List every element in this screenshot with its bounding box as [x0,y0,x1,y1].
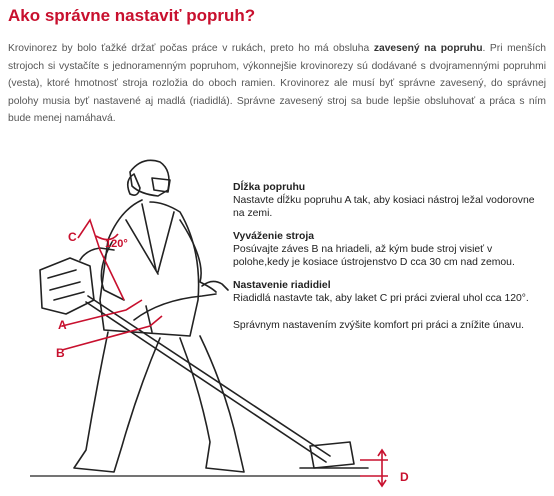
section-text: Nastavte dĺžku popruhu A tak, aby kosiaci nástroj ležal vodorovne na zemi. [233,195,535,219]
section-heading: Dĺžka popruhu [233,182,306,193]
section-balance [233,230,548,269]
page-title: Ako správne nastaviť popruh? [8,6,256,25]
section-heading: Nastavenie riadidiel [233,280,331,291]
ear-muff [128,174,140,195]
harness-strap [126,204,174,274]
arm-back [80,242,124,300]
label-angle: 120° [105,238,128,250]
legs [74,332,160,472]
intro-bold: zavesený na popruhu [373,43,483,54]
label-c: C [68,230,77,244]
label-d: D [400,470,409,484]
intro-text-2: . Pri menších strojoch si vystačíte s jednoramenným popruhom, výkonnejšie krovinorezy sú dodávané s dvojramennými popruhmi (vesta), ktoré hmotnosť stroja rozložia do oboch ramien. Krovinorez ale musí byť správne zavesený, do správnej polohy musia byť nastavené aj madlá (riadidlá). Správne zavesený stroj sa bude lepšie obsluhovať a práca s ním bude menej namáhavá. [8,43,546,124]
section-text: Riadidlá nastavte tak, aby laket C pri práci zvieral uhol cca 120°. [233,293,529,304]
section-heading: Vyváženie stroja [233,231,315,242]
section-handlebar [233,279,548,305]
torso [100,200,199,336]
section-strap-length [233,181,548,220]
intro-paragraph [8,40,546,128]
closing-note: Správnym nastavením zvýšite komfort pri práci a znížite únavu. [233,320,525,331]
label-b: B [56,346,65,360]
section-text: Posúvajte záves B na hriadeli, až kým bude stroj visieť v polohe,kedy je kosiace ústrojenstvo D cca 30 cm nad zemou. [233,244,515,268]
intro-text-1: Krovinorez by bolo ťažké držať počas práce v rukách, preto ho má obsluha [8,43,374,54]
instructions-panel [233,181,548,332]
label-a: A [58,318,67,332]
